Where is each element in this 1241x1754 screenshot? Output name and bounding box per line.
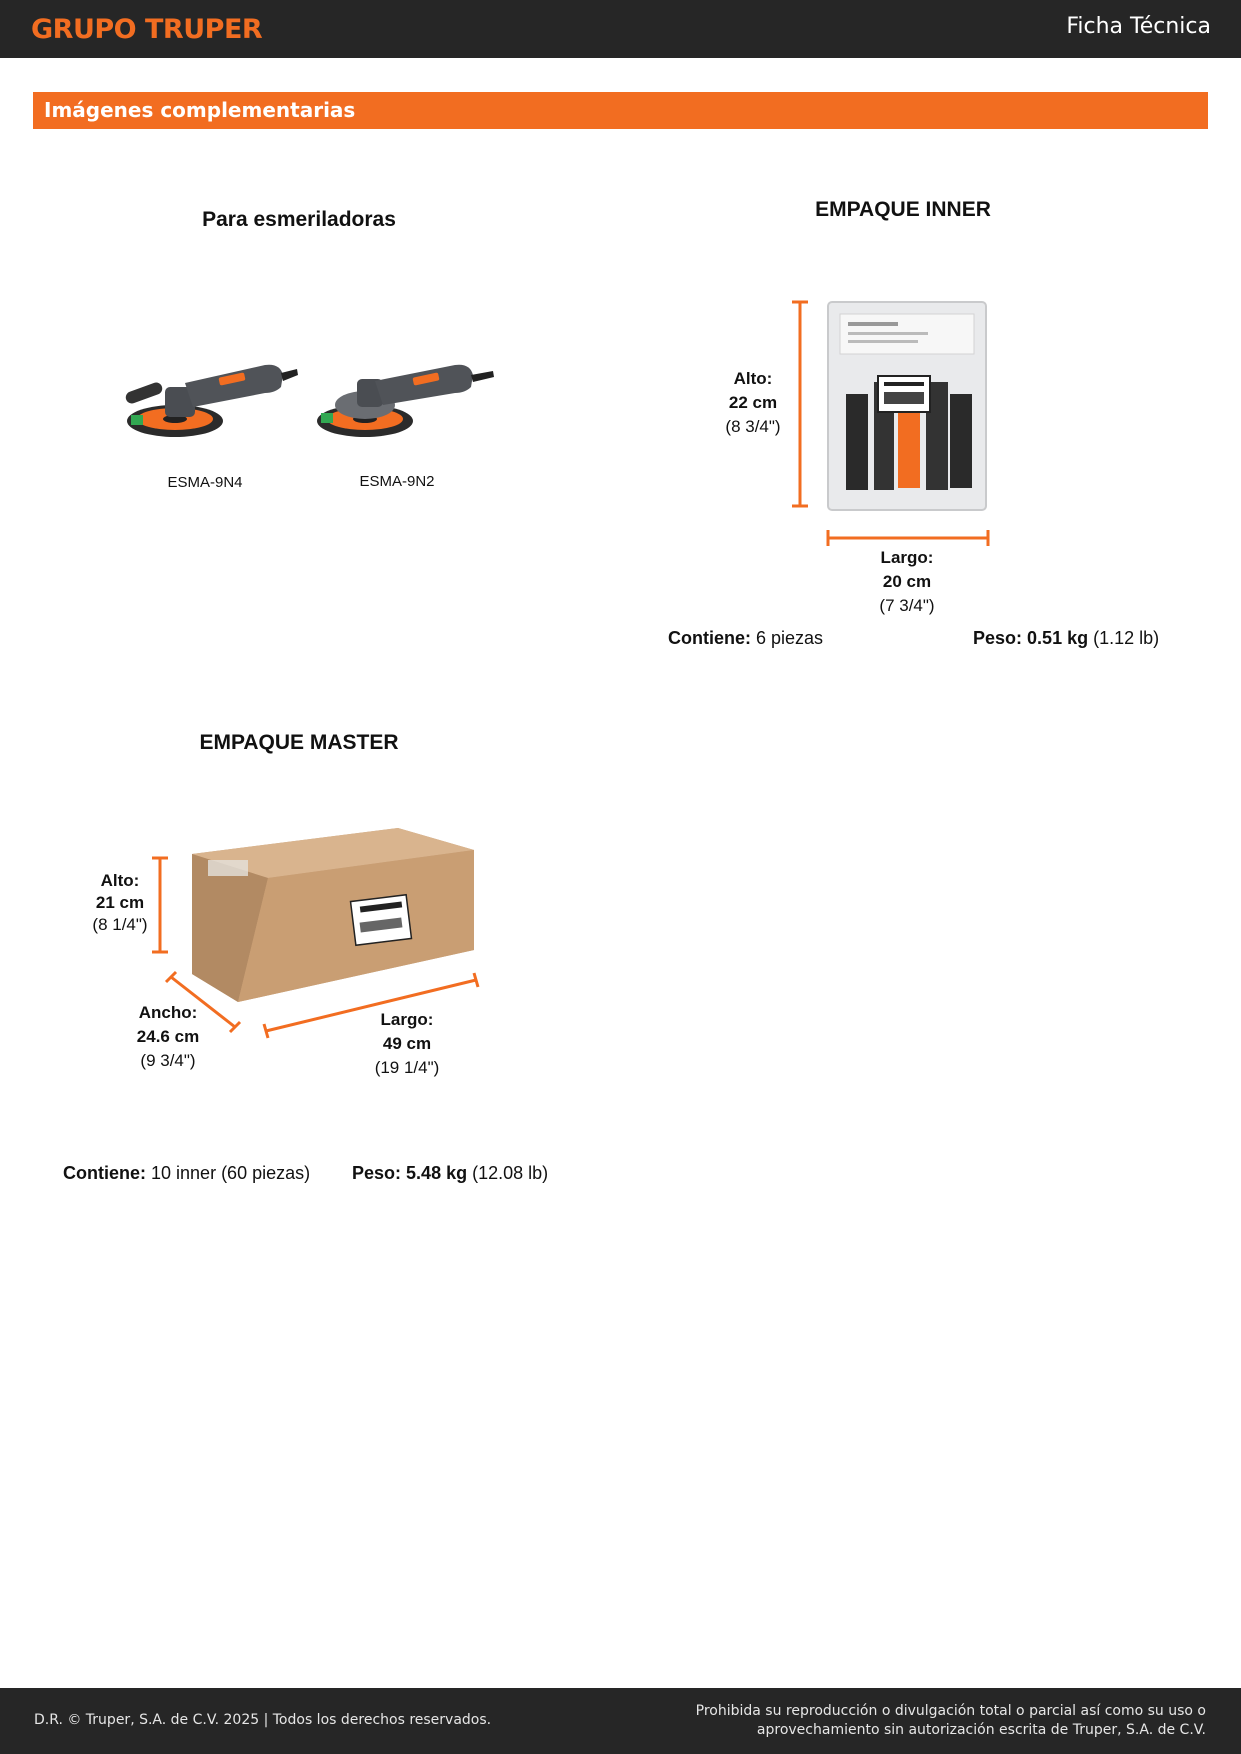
master-width-label: Ancho: 24.6 cm (9 3/4") [136, 1003, 200, 1070]
package-bag-icon [826, 300, 988, 512]
master-package-heading: EMPAQUE MASTER [199, 731, 399, 754]
inner-length-label: Largo: 20 cm (7 3/4") [879, 548, 935, 615]
master-weight: Peso: 5.48 kg (12.08 lb) [352, 1163, 549, 1183]
master-height-label: Alto: 21 cm (8 1/4") [92, 871, 148, 934]
page-header [0, 0, 1241, 58]
angle-grinder-icon [115, 335, 300, 445]
inner-package-heading: EMPAQUE INNER [815, 198, 991, 221]
master-length-label: Largo: 49 cm (19 1/4") [374, 1010, 440, 1077]
truper-logo: GRUPO TRUPER [31, 14, 263, 45]
compatible-heading: Para esmeriladoras [202, 208, 396, 231]
copyright-text: D.R. © Truper, S.A. de C.V. 2025 | Todos los derechos reservados. [34, 1712, 492, 1728]
inner-contents: Contiene: 6 piezas [668, 628, 824, 648]
inner-height-dimension [786, 302, 810, 508]
master-length-dimension [260, 970, 482, 1040]
section-title-bar [33, 92, 1208, 129]
model-label: ESMA-9N2 [359, 473, 435, 490]
legal-notice: Prohibida su reproducción o divulgación total o parcial así como su uso o aprovechamiento sin autorización escrita de Truper, S.A. de C.V. [695, 1703, 1206, 1738]
inner-weight: Peso: 0.51 kg (1.12 lb) [973, 628, 1160, 648]
model-label: ESMA-9N4 [167, 474, 243, 491]
master-height-dimension [150, 856, 170, 954]
angle-grinder-icon [305, 335, 495, 445]
inner-height-label: Alto: 22 cm (8 3/4") [725, 369, 781, 436]
master-contents: Contiene: 10 inner (60 piezas) [63, 1163, 311, 1183]
document-title: Ficha Técnica [1066, 14, 1211, 39]
section-title: Imágenes complementarias [44, 98, 356, 122]
inner-length-dimension [826, 528, 990, 548]
page-footer [0, 1688, 1241, 1754]
